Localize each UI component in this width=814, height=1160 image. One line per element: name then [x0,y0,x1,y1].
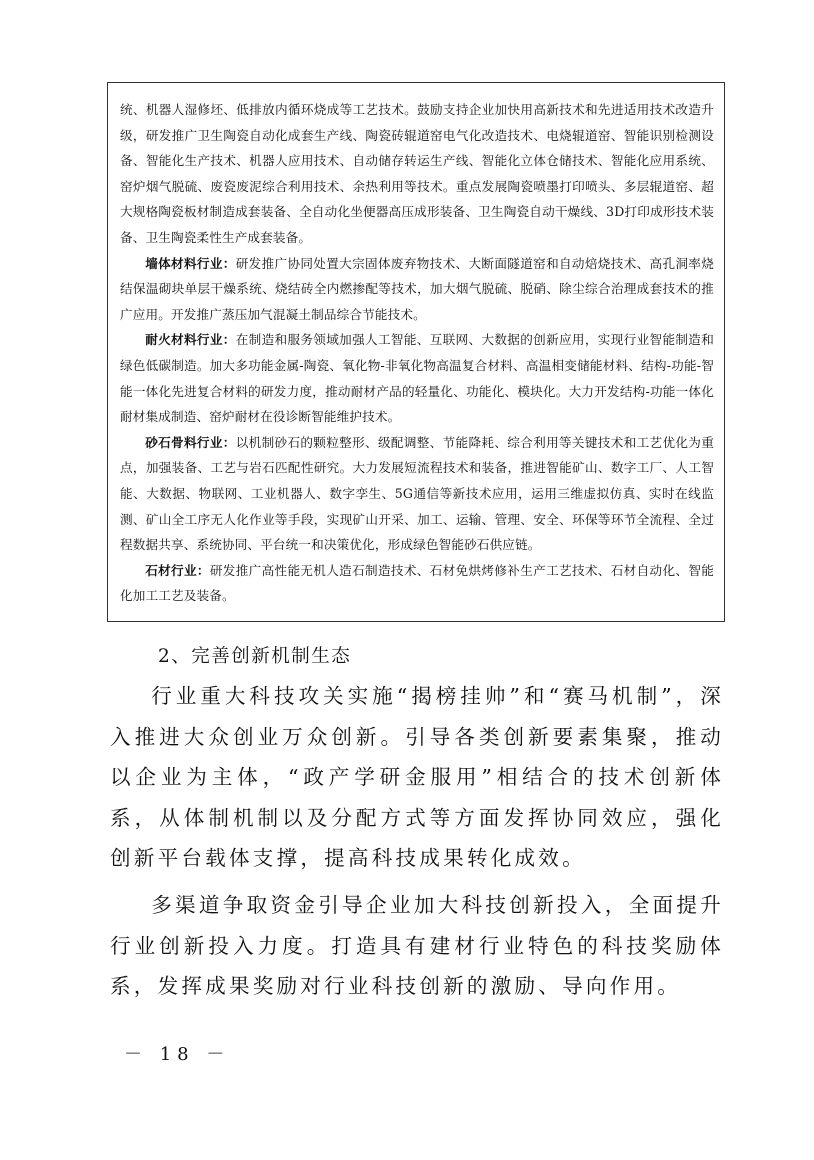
section-label: 墙体材料行业： [145,255,236,271]
section-label: 耐火材料行业： [145,332,236,348]
intro-paragraph: 统、机器人湿修坯、低排放内循环烧成等工艺技术。鼓励支持企业加快用高新技术和先进适用技术改造升级，研发推广卫生陶瓷自动化成套生产线、陶瓷砖辊道窑电气化改造技术、电烧辊道窑、智能识别检测设备、智能化生产技术、机器人应用技术、自动储存转运生产线、智能化立体仓储技术、智能化应用系统、窑炉烟气脱硫、废瓷废泥综合利用技术、余热利用等技术。重点发展陶瓷喷墨打印喷头、多层辊道窑、超大规格陶瓷板材制造成套装备、全自动化坐便器高压成形装备、卫生陶瓷自动干燥线、3D打印成形技术装备、卫生陶瓷柔性生产成套装备。 [120,102,714,245]
section-wall-materials [120,251,714,328]
section-label: 砂石骨料行业： [145,434,236,450]
section-text: 以机制砂石的颗粒整形、级配调整、节能降耗、综合利用等关键技术和工艺优化为重点，加强装备、工艺与岩石匹配性研究。大力发展短流程技术和装备，推进智能矿山、数字工厂、人工智能、大数据、物联网、工业机器人、数字孪生、5G通信等新技术应用，运用三维虚拟仿真、实时在线监测、矿山全工序无人化作业等手段，实现矿山开采、加工、运输、管理、安全、环保等环节全流程、全过程数据共享、系统协同、平台统一和决策优化，形成绿色智能砂石供应链。 [120,434,714,553]
section-label: 石材行业： [145,562,210,578]
body-paragraph-1: 行业重大科技攻关实施“揭榜挂帅”和“赛马机制”，深入推进大众创业万众创新。引导各类创新要素集聚，推动以企业为主体，“政产学研金服用”相结合的技术创新体系，从体制机制以及分配方式等方面发挥协同效应，强化创新平台载体支撑，提高科技成果转化成效。 [110,684,724,871]
page-number: － 18 － [124,1044,231,1065]
policy-table-box [107,82,725,622]
section-text: 在制造和服务领域加强人工智能、互联网、大数据的创新应用，实现行业智能制造和绿色低碳制造。加大多功能金属-陶瓷、氧化物-非氧化物高温复合材料、高温相变储能材料、结构-功能-智能一体化先进复合材料的研发力度，推动耐材产品的轻量化、功能化、模块化。大力开发结构-功能一体化耐材集成制造、窑炉耐材在役诊断智能维护技术。 [120,332,714,425]
section-stone [120,558,714,609]
section-text: 研发推广高性能无机人造石制造技术、石材免烘烤修补生产工艺技术、石材自动化、智能化加工工艺及装备。 [120,562,715,604]
section-refractory [120,327,714,429]
section-aggregate [120,430,714,558]
section-text: 研发推广协同处置大宗固体废弃物技术、大断面隧道窑和自动焙烧技术、高孔洞率烧结保温砌块单层干燥系统、烧结砖全内燃掺配等技术，加大烟气脱硫、脱硝、除尘综合治理成套技术的推广应用。开发推广蒸压加气混凝土制品综合节能技术。 [120,255,714,322]
section-heading: 2、完善创新机制生态 [158,646,352,667]
body-text [110,676,724,1013]
body-paragraph-2: 多渠道争取资金引导企业加大科技创新投入，全面提升行业创新投入力度。打造具有建材行业特色的科技奖励体系，发挥成果奖励对行业科技创新的激励、导向作用。 [110,892,724,999]
